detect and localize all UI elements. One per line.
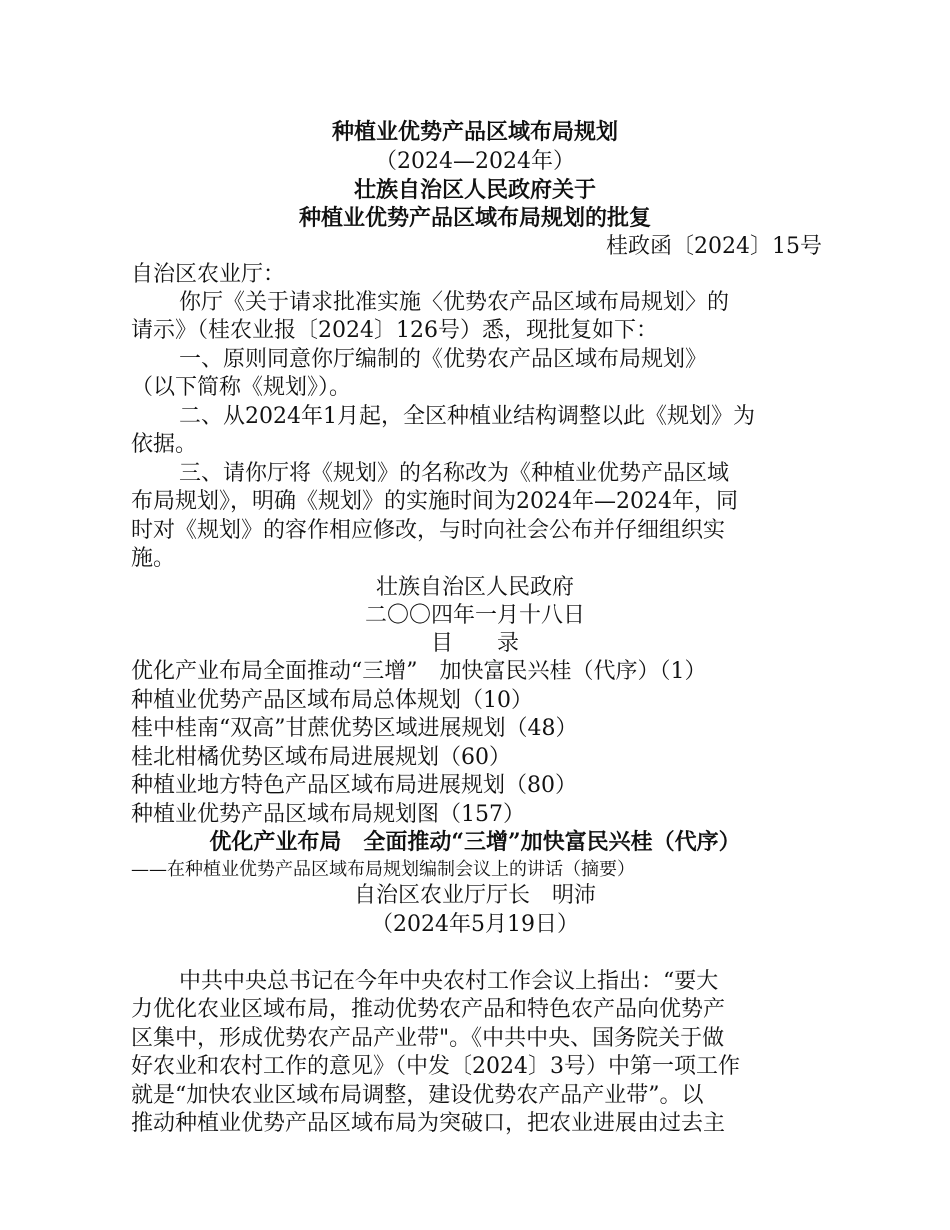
toc-item: 种植业地方特色产品区域布局进展规划（80） — [131, 773, 577, 798]
toc-item: 桂中桂南“双高”甘蔗优势区域进展规划（48） — [131, 716, 578, 741]
document-title: 种植业优势产品区域布局规划 — [331, 119, 618, 145]
letter-line: 布局规划》，明确《规划》的实施时间为2024年—2024年，同 — [131, 489, 738, 514]
preface-line: 好农业和农村工作的意见》（中发〔2024〕3号）中第一项工作 — [131, 1054, 740, 1079]
preface-line: 就是“加快农业区域布局调整，建设优势农产品产业带”。以 — [131, 1083, 704, 1108]
letter-line: 时对《规划》的容作相应修改，与时向社会公布并仔细组织实 — [131, 518, 726, 543]
toc-item: 优化产业布局全面推动“三增” 加快富民兴桂（代序）（1） — [131, 659, 707, 684]
letter-signer: 壮族自治区人民政府 — [375, 575, 574, 600]
preface-line: 推动种植业优势产品区域布局为突破口，把农业进展由过去主 — [131, 1111, 726, 1136]
preface-line: 区集中，形成优势农产品产业带"。《中共中央、国务院关于做 — [131, 1026, 725, 1051]
toc-item: 种植业优势产品区域布局规划图（157） — [131, 802, 525, 827]
letter-line: 依据。 — [131, 432, 198, 457]
letter-line: 施。 — [131, 546, 176, 571]
letter-line: 一、原则同意你厅编制的《优势农产品区域布局规划》 — [179, 347, 708, 372]
letter-line: 二、从2024年1月起，全区种植业结构调整以此《规划》为 — [179, 404, 755, 429]
approval-title-line1: 壮族自治区人民政府关于 — [353, 177, 596, 203]
toc-item: 桂北柑橘优势区域布局进展规划（60） — [131, 745, 511, 770]
preface-date: （2024年5月19日） — [371, 912, 579, 937]
letter-line: 你厅《关于请求批准实施〈优势农产品区域布局规划〉的 — [179, 290, 730, 315]
preface-line: 中共中央总书记在今年中央农村工作会议上指出：“要大 — [179, 969, 719, 994]
preface-speaker: 自治区农业厅厅长 明沛 — [353, 883, 596, 908]
document-number: 桂政函〔2024〕15号 — [606, 234, 822, 259]
toc-heading: 目 录 — [430, 631, 519, 656]
letter-date: 二〇〇四年一月十八日 — [364, 603, 585, 628]
approval-title-line2: 种植业优势产品区域布局规划的批复 — [298, 205, 651, 231]
preface-title: 优化产业布局 全面推动“三增”加快富民兴桂（代序） — [209, 829, 741, 855]
preface-subtitle: ——在种植业优势产品区域布局规划编制会议上的讲话（摘要） — [131, 859, 635, 880]
letter-line: 请示》（桂农业报〔2024〕126号）悉，现批复如下： — [131, 318, 658, 343]
letter-recipient: 自治区农业厅： — [131, 262, 286, 287]
preface-line: 力优化农业区域布局，推动优势农产品和特色农产品向优势产 — [131, 997, 726, 1022]
document-years: （2024—2024年） — [375, 149, 575, 174]
letter-line: （以下简称《规划》）。 — [131, 375, 352, 400]
toc-item: 种植业优势产品区域布局总体规划（10） — [131, 688, 533, 713]
letter-line: 三、请你厅将《规划》的名称改为《种植业优势产品区域 — [179, 461, 730, 486]
